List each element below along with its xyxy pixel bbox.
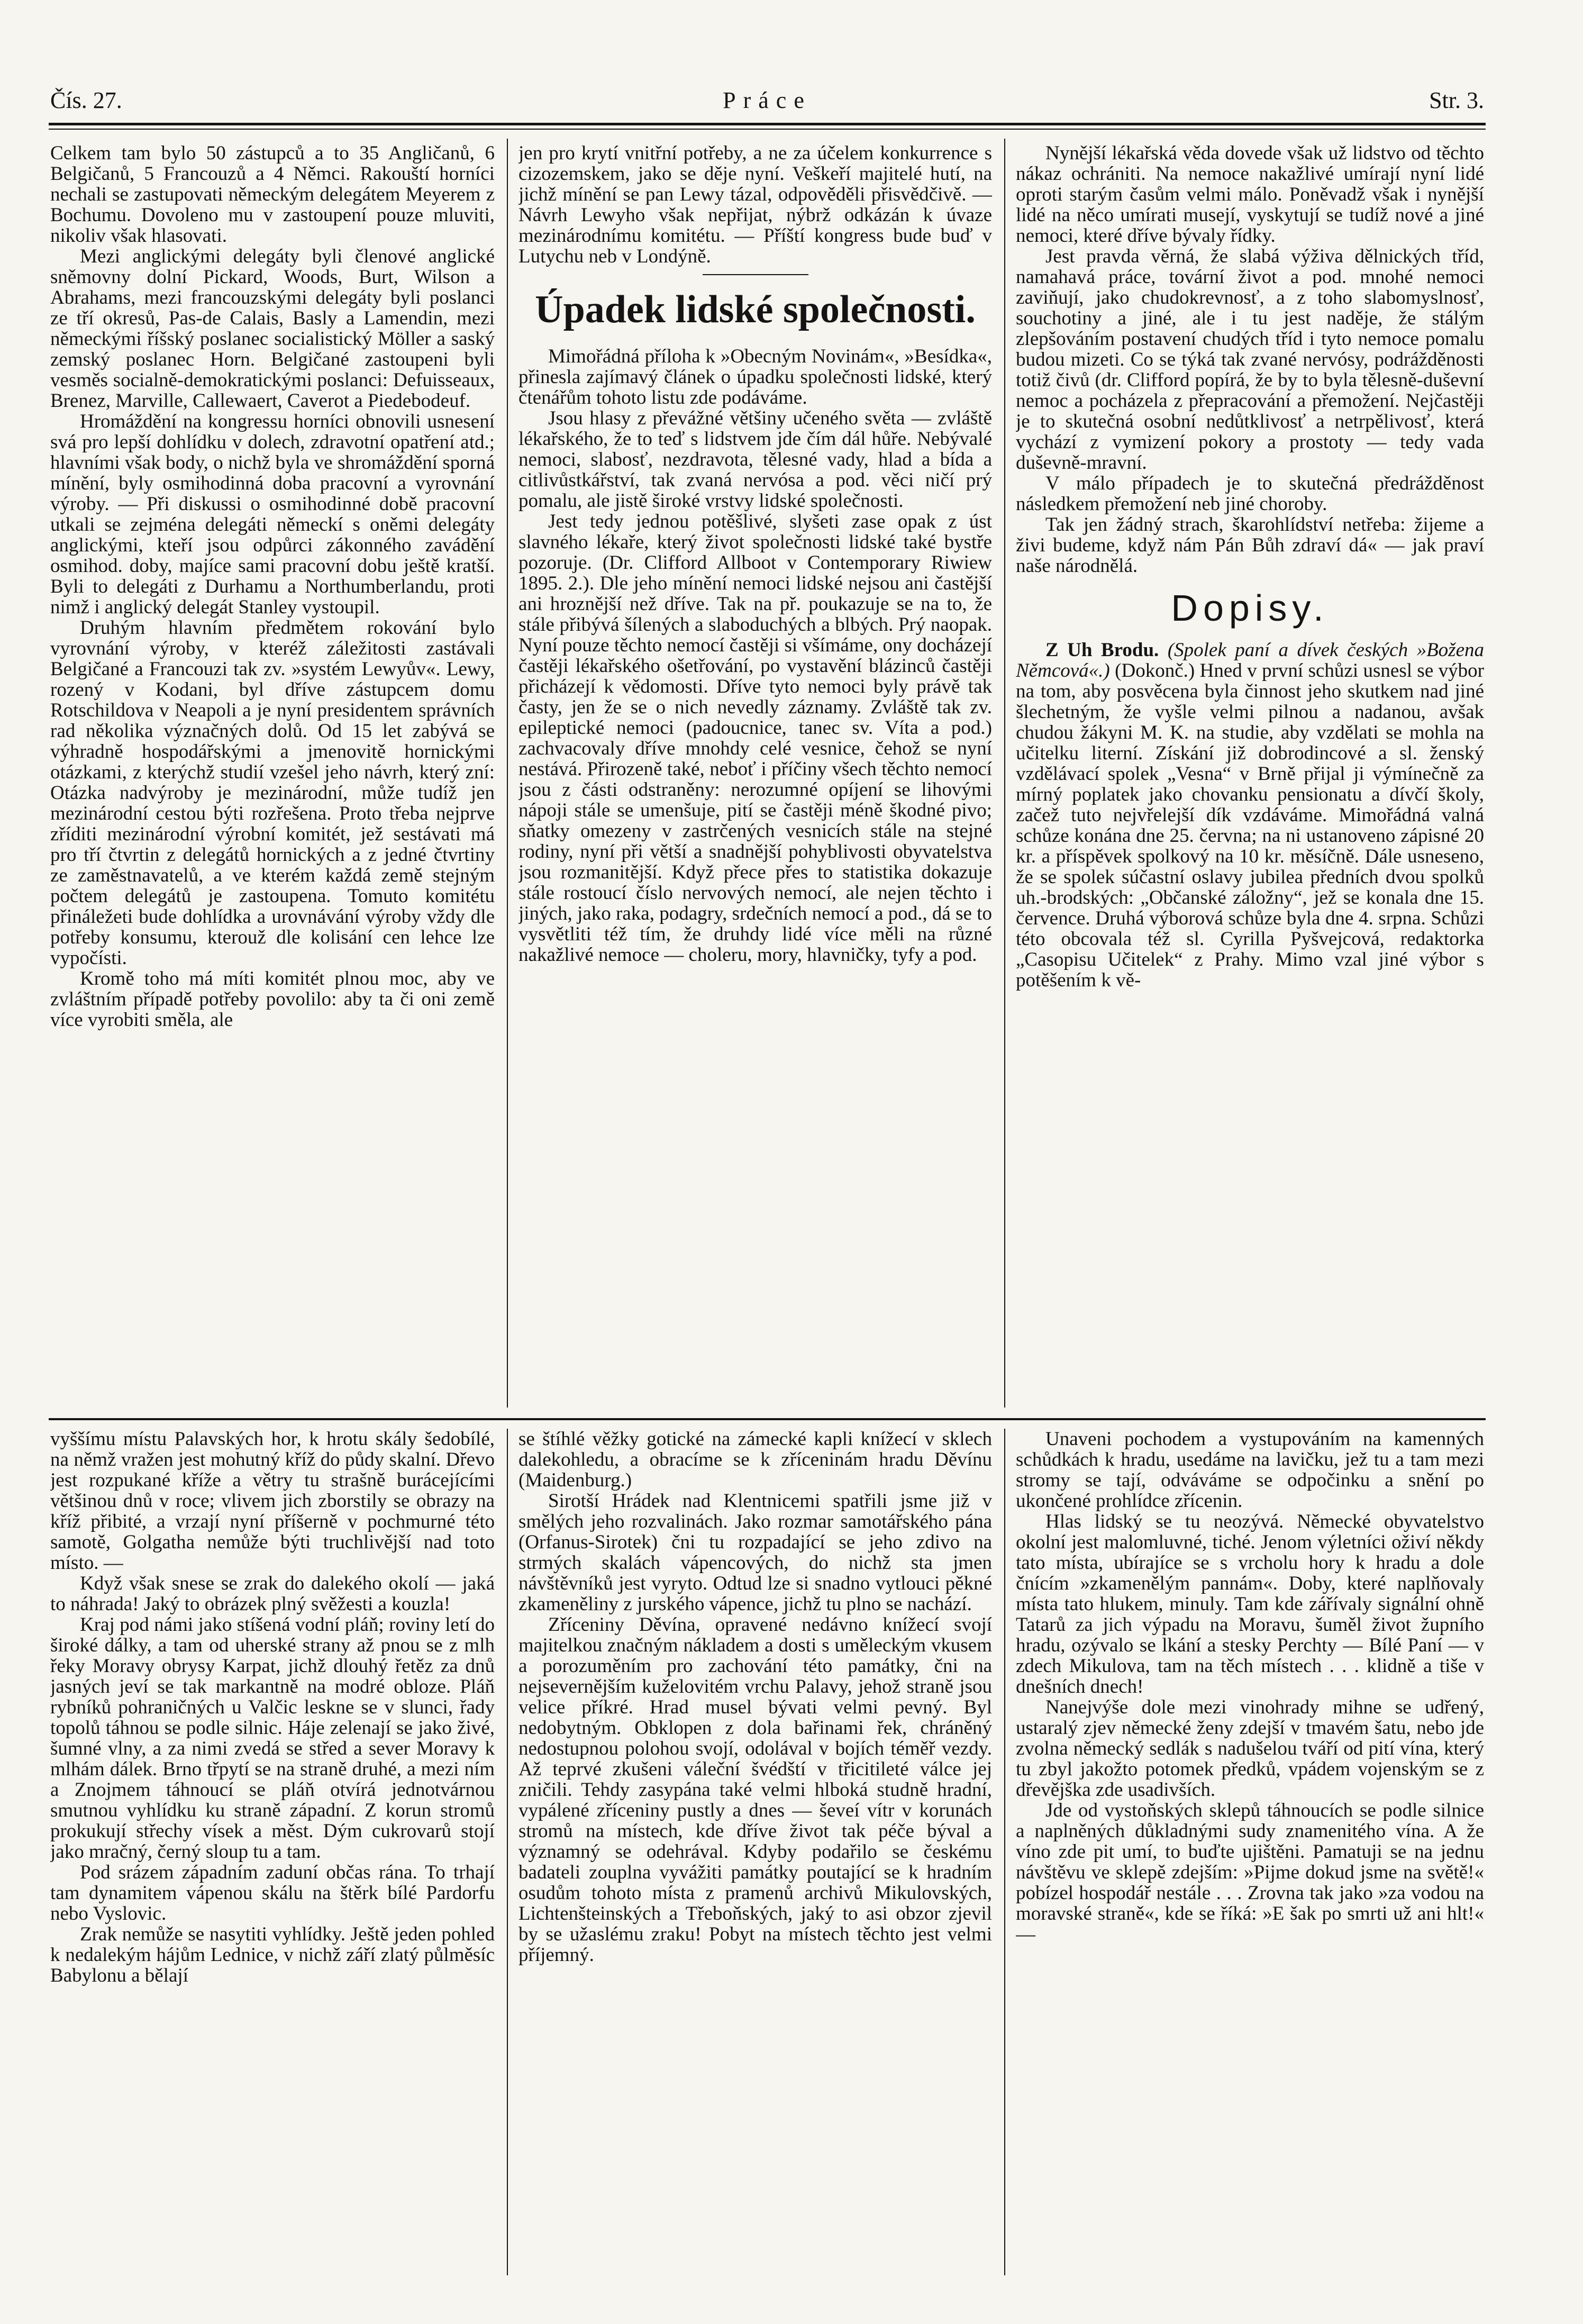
paragraph: se štíhlé věžky gotické na zámecké kapli knížecí v sklech dalekohledu, a obracíme se k zříceninám hradu Děvínu (Maidenburg.): [518, 1429, 992, 1491]
paragraph: Jde od vystoňských sklepů táhnoucích se podle silnice a naplněných důkladnými sudy znamenitého vína. A že víno zde pit umí, to buďte ujištěni. Pamatuji se na jednu návštěvu ve sklepě zdejším: »Pijme dokud jsme na světě!« pobízel hospodář nestále . . . Zrovna tak jako »za vodou na moravské straně«, kde se říká: »E šak po smrti už ani hlt!« —: [1016, 1800, 1484, 1945]
feuilleton-column-2: [518, 1429, 992, 2275]
column-divider: [507, 139, 508, 1408]
feuilleton-column-3: [1016, 1429, 1484, 2275]
paragraph: Tak jen žádný strach, škarohlídství netřeba: žijeme a živi budeme, když nám Pán Bůh zdraví dá« — jak praví naše národnělá.: [1016, 514, 1484, 577]
paragraph: Jest tedy jednou potěšlivé, slyšeti zase opak z úst slavného lékaře, který život společnosti lidské také bystře pozoruje. (Dr. Clifford Allboot v Contemporary Riwiew 1895. 2.). Dle jeho mínění nemoci lidské nejsou ani častější ani hroznější než dříve. Tak na př. poukazuje se na to, že stále přibývá šílených a slaboduchých a blbých. Prý naopak. Nyní pouze těchto nemocí častěji si všímáme, ony docházejí častěji lékařského ošetřování, po vystavění blázinců častěji přicházejí k vědomosti. Dříve tyto nemoci byly právě tak časty, jen že se o nich nevedly záznamy. Zvláště tak zv. epileptické nemoci (padoucnice, tanec sv. Víta a pod.) zachvacovaly dříve mnohdy celé vesnice, čehož se nyní nestává. Přirozeně také, neboť i příčiny všech těchto nemocí jsou z části odstraněny: nerozumné opíjení se lihovými nápoji stále se umenšuje, pití se častěji méně škodné pivo; sňatky omezeny v zastrčených vesnicích stále na stejné rodiny, nyní při větší a snadnější pohyblivosti obyvatelstva jsou rozmanitější. Když přece přes to statistika dokazuje stále rostoucí číslo nervových nemocí, ale nejen těchto i jiných, jako raka, podagry, srdečních nemocí a pod., dá se to vysvětliti též tím, že druhdy lidé více měli na různé nakažlivé nemoce — choleru, mory, hlavničky, tyfy a pod.: [518, 511, 992, 966]
paragraph: Hromáždění na kongressu horníci obnovili usnesení svá pro lepší dohlídku v dolech, zdravotní opatření atd.; hlavními však body, o nichž byla ve shromáždění sporná mínění, byly osmihodinná doba pracovní a vyrovnání výroby. — Při diskussi o osmihodinné době pracovní utkali se zejména delegáti německí s oněmi delegáty anglickými, kteří jsou odpůrci zákonného zavádění osmihod. doby, majíce sami pracovní dobu ještě kratší. Byli to delegáti z Durhamu a Northumberlandu, proti nimž i anglický delegát Stanley vystoupil.: [50, 411, 495, 618]
paragraph: Zrak nemůže se nasytiti vyhlídky. Ještě jeden pohled k nedalekým hájům Lednice, v nichž září zlatý půlměsíc Babylonu a bělají: [50, 1923, 495, 1986]
paragraph: Nynější lékařská věda dovede však už lidstvo od těchto nákaz ochrániti. Na nemoce nakažlivé umírají nyní lidé oproti starým časům velmi málo. Poněvadž však i nynější lidé na něco umírati musejí, vyskytují se tudíž nové a jiné nemoci, které dříve bývaly řídky.: [1016, 143, 1484, 247]
article-separator: [703, 274, 808, 275]
letter-society: (Spolek paní a dívek českých »Božena Němcová«.): [1016, 639, 1484, 682]
column-divider: [507, 1429, 508, 2275]
letter-text: (Dokonč.) Hned v první schůzi usnesl se výbor na tom, aby posvěcena byla činnost jeho skutkem nad jiné šlechetným, že vyšle velmi pilnou a nadanou, avšak chudou žákyni M. K. na studie, aby vzdělati se mohla na učitelku literní. Získání již dobrodincové a sl. ženský vzdělávací spolek „Vesna“ v Brně přijal ji výmínečně za mírný poplatek jako chovanku pensionatu a dívčí školy, začež tuto nejvřelejší dík vzdáváme. Mimořádná valná schůze konána dne 25. června; na ni ustanoveno zápisné 20 kr. a příspěvek spolkový na 10 kr. měsíčně. Dále usneseno, že se spolek súčastní oslavy jubilea předních dvou spolků uh.-brodských: „Občanské záložny“, jež se konala dne 15. července. Druhá výborová schůze byla dne 4. srpna. Schůzi této obcovala též sl. Cyrilla Pyšvejcová, redaktorka „Casopisu Učitelek“ z Prahy. Mimo vzal jiné výbor s potěšením k vě-: [1016, 660, 1484, 991]
article-column-3: [1016, 143, 1484, 1408]
paragraph: Sirotší Hrádek nad Klentnicemi spatřili jsme již v smělých jeho rozvalinách. Jako rozmar samotářského pána (Orfanus-Sirotek) čni tu rozpadající se jeho zdivo na strmých skalách vápencových, do nichž sta jmen návštěvníků jest vyryto. Odtud lze si snadno vytlouci pěkné zkameněliny z jurského vápence, jichž tu plno se nachází.: [518, 1490, 992, 1615]
paragraph: Mimořádná příloha k »Obecným Novinám«, »Besídka«, přinesla zajímavý článek o úpadku společnosti lidské, který čtenářům tohoto listu zde podáváme.: [518, 346, 992, 408]
paragraph: Zříceniny Děvína, opravené nedávno knížecí svojí majitelkou značným nákladem a dosti s uměleckým vkusem a porozuměním pro zachování této památky, čni na nejsevernějším kuželovitém vrchu Palavy, jehož straně jsou velice příkré. Hrad musel bývati velmi pevný. Byl nedobytným. Obklopen z dola bařinami řek, chráněný nedostupnou polohou svojí, odolával v bojích téměř vezdy. Až teprvé zkušeni váleční švédští v třicitileté válce jej zničili. Tehdy zasypána také velmi hlboká studně hradní, vypálené zříceniny pustly a dnes — ševeí vítr v korunách stromů na místech, kde dříve život tak péče býval a významný se odehrával. Kdyby podařilo se českému badateli zouplna vyvážiti památky poutající se k hradním osudům tohoto místa z pramenů archivů Mikulovských, Lichtenšteinských a Třeboňských, jaký to asi obzor zjevil by se užaslému zraku! Pobyt na místech těchto jest velmi příjemný.: [518, 1614, 992, 1966]
letter-paragraph: [1016, 640, 1484, 991]
paragraph: Kraj pod námi jako stíšená vodní pláň; roviny letí do široké dálky, a tam od uherské strany až pnou se z mlh řeky Moravy obrysy Karpat, jichž dlouhý řetěz za dnů jasných jeví se tak markantně na modré obloze. Pláň rybníků pohraničných u Valčic leskne se v slunci, řady topolů táhnou se podle silnic. Háje zelenají se jako živé, šumné vlny, a za nimi zvedá se střed a sever Moravy k mlhám dálek. Brno třpytí se na straně druhé, a mezi ním a Znojmem táhnoucí se pláň otvírá jednotvárnou smutnou vyhlídku ku straně západní. Z korun stromů prokukují střechy vísek a měst. Dým cukrovarů stojí jako mračný, černý sloup tu a tam.: [50, 1614, 495, 1863]
page-header: [50, 85, 1484, 127]
paragraph: Druhým hlavním předmětem rokování bylo vyrovnání výroby, v kteréž záležitosti zastávali Belgičané a Francouzi tak zv. »systém Lewyův«. Lewy, rozený v Kodani, byl dříve zástupcem domu Rotschildova v Neapoli a je nyní presidentem správních rad několika význačných dolů. Od 15 let zabývá se výhradně hospodářskými a jmenovitě hornickými otázkami, z kterýchž studií vzešel jeho návrh, který zní: Otázka nadvýroby je mezinárodní, může tudíž jen mezinárodní cestou býti rozřešena. Proto třeba nejprve zříditi mezinárodní výrobní komitét, jež sestávati má pro tří čtvrtin z delegátů hornických a z jedné čtvrtiny ze zaměstnavatelů, a ve kterém každá země stejným počtem delegátů je zastoupena. Tomuto komitétu přináležeti bude dohlídka a urovnávání výroby vždy dle potřeby konsumu, kterouž dle kolisání cen lehce lze vypočísti.: [50, 617, 495, 969]
paragraph: Pod srázem západním zaduní občas rána. To trhají tam dynamitem vápenou skálu na štěrk bílé Pardorfu nebo Vyslovic.: [50, 1862, 495, 1924]
article-column-1: [50, 143, 495, 1408]
issue-number: Čís. 27.: [50, 87, 122, 113]
article-heading: Úpadek lidské společnosti.: [535, 288, 976, 331]
article-column-2: [518, 143, 992, 1408]
paragraph: Kromě toho má míti komitét plnou moc, aby ve zvláštním případě potřeby povolilo: aby ta či oni země více vyrobiti směla, ale: [50, 968, 495, 1031]
header-rule-thin: [49, 129, 1486, 130]
paragraph: Nanejvýše dole mezi vinohrady mihne se udřený, ustaralý zjev německé ženy zdejší v tmavém šatu, nebo jde zvolna německý sedlák s nadušelou tváří od pití vína, který tu zbyl jakožto potomek předků, vpádem vojenským se z dřevějška zde usadivších.: [1016, 1696, 1484, 1801]
page-number: Str. 3.: [1429, 87, 1484, 113]
paragraph: jen pro krytí vnitřní potřeby, a ne za účelem konkurrence s cizozemskem, jako se děje nyní. Veškeří majitelé hutí, na jichž mínění se pan Lewy tázal, odpověděli přisvědčivě. — Návrh Lewyho však nepřijat, nýbrž odkázán k úvaze mezinárodnímu komitétu. — Příští kongress bude buď v Lutychu neb v Londýně.: [518, 143, 992, 267]
column-divider: [1004, 1429, 1005, 2275]
section-rule: [49, 1418, 1486, 1420]
paragraph: Jsou hlasy z převážné většiny učeného světa — zvláště lékařského, že to teď s lidstvem jde čím dál hůře. Nebývalé nemoci, slabosť, nezdravota, tělesné vady, hlad a bída a citlivůstkářství, tak zvaná nervósa a pod. věci ničí prý pomalu, ale jistě široké vrstvy lidské společnosti.: [518, 407, 992, 512]
newspaper-title: Práce: [723, 87, 812, 113]
letter-place: Z Uh Brodu.: [1045, 639, 1159, 661]
feuilleton-column-1: [50, 1429, 495, 2275]
paragraph: vyššímu místu Palavských hor, k hrotu skály šedobílé, na němž vražen jest mohutný kříž do půdy skalní. Dřevo jest rozpukané kříže a větry tu strašně burácejícími většinou dnů v roce; vlivem jich zborstily se obrazy na kříž přibité, a vrzají nyní příšerně v pochmurné této samotě, Golgatha nemůže býti truchlivější nad toto místo. —: [50, 1429, 495, 1574]
paragraph: Celkem tam bylo 50 zástupců a to 35 Angličanů, 6 Belgičanů, 5 Francouzů a 4 Němci. Rakouští horníci nechali se zastupovati německým delegátem Meyerem z Bochumu. Dovoleno mu v zastoupení pouze mluviti, nikoliv však hlasovati.: [50, 143, 495, 247]
paragraph: Mezi anglickými delegáty byli členové anglické sněmovny dolní Pickard, Woods, Burt, Wilson a Abrahams, mezi francouzskými delegáty byli poslanci ze tří okresů, Pas-de Calais, Basly a Lamendin, mezi německými říšský poslanec socialistický Möller a saský zemský poslanec Horn. Belgičané zastoupeni byli vesměs socialně-demokratickými poslanci: Defuisseaux, Brenez, Marville, Callewaert, Caverot a Piedebodeuf.: [50, 246, 495, 412]
section-heading: Dopisy.: [1171, 587, 1329, 629]
paragraph: Když však snese se zrak do dalekého okolí — jaká to náhrada! Jaký to obrázek plný svěžesti a kouzla!: [50, 1573, 495, 1615]
paragraph: Hlas lidský se tu neozývá. Německé obyvatelstvo okolní jest malomluvné, tiché. Jenom výletníci oživí někdy tato místa, ubírajíce se s vrcholu hory k hradu a dole čnícím »zkamenělým pannám«. Doby, které naplňovaly místa tato hlukem, minuly. Tam kde zářívaly signální ohně Tatarů za jich výpadu na Moravu, šuměl život župního hradu, ozývalo se lkání a stesky Perchty — Bílé Paní — v zdech Mikulova, tam na těch místech . . . klidně a tiše v dnešních dnech!: [1016, 1511, 1484, 1697]
paragraph: Unaveni pochodem a vystupováním na kamenných schůdkách k hradu, usedáme na lavičku, jež tu a tam mezi stromy se tají, odváváme se odpočinku a snění po ukončené prohlídce zřícenin.: [1016, 1429, 1484, 1512]
header-rule: [49, 123, 1486, 125]
paragraph: V málo případech je to skutečná předrážděnost následkem přemožení neb jiné choroby.: [1016, 473, 1484, 515]
paragraph: Jest pravda věrná, že slabá výživa dělnických tříd, namahavá práce, tovární život a pod. mnohé nemoci zaviňují, jako chudokrevnosť, a z toho slabomyslnosť, souchotiny a jiné, ale i tu jest naděje, že stálým zlepšováním postavení chudých tříd i tyto nemoce pomalu budou mizeti. Co se týká tak zvané nervósy, podrážděnosti totiž čivů (dr. Clifford popírá, že by to byla tělesně-duševní nemoc a pocházela z přepracování a přemožení. Nejčastěji je to skutečná osobní nedůtklivosť a netrpělivosť, která vychází z vymizení pokory a prostoty — tedy vada duševně-mravní.: [1016, 246, 1484, 474]
column-divider: [1004, 139, 1005, 1408]
